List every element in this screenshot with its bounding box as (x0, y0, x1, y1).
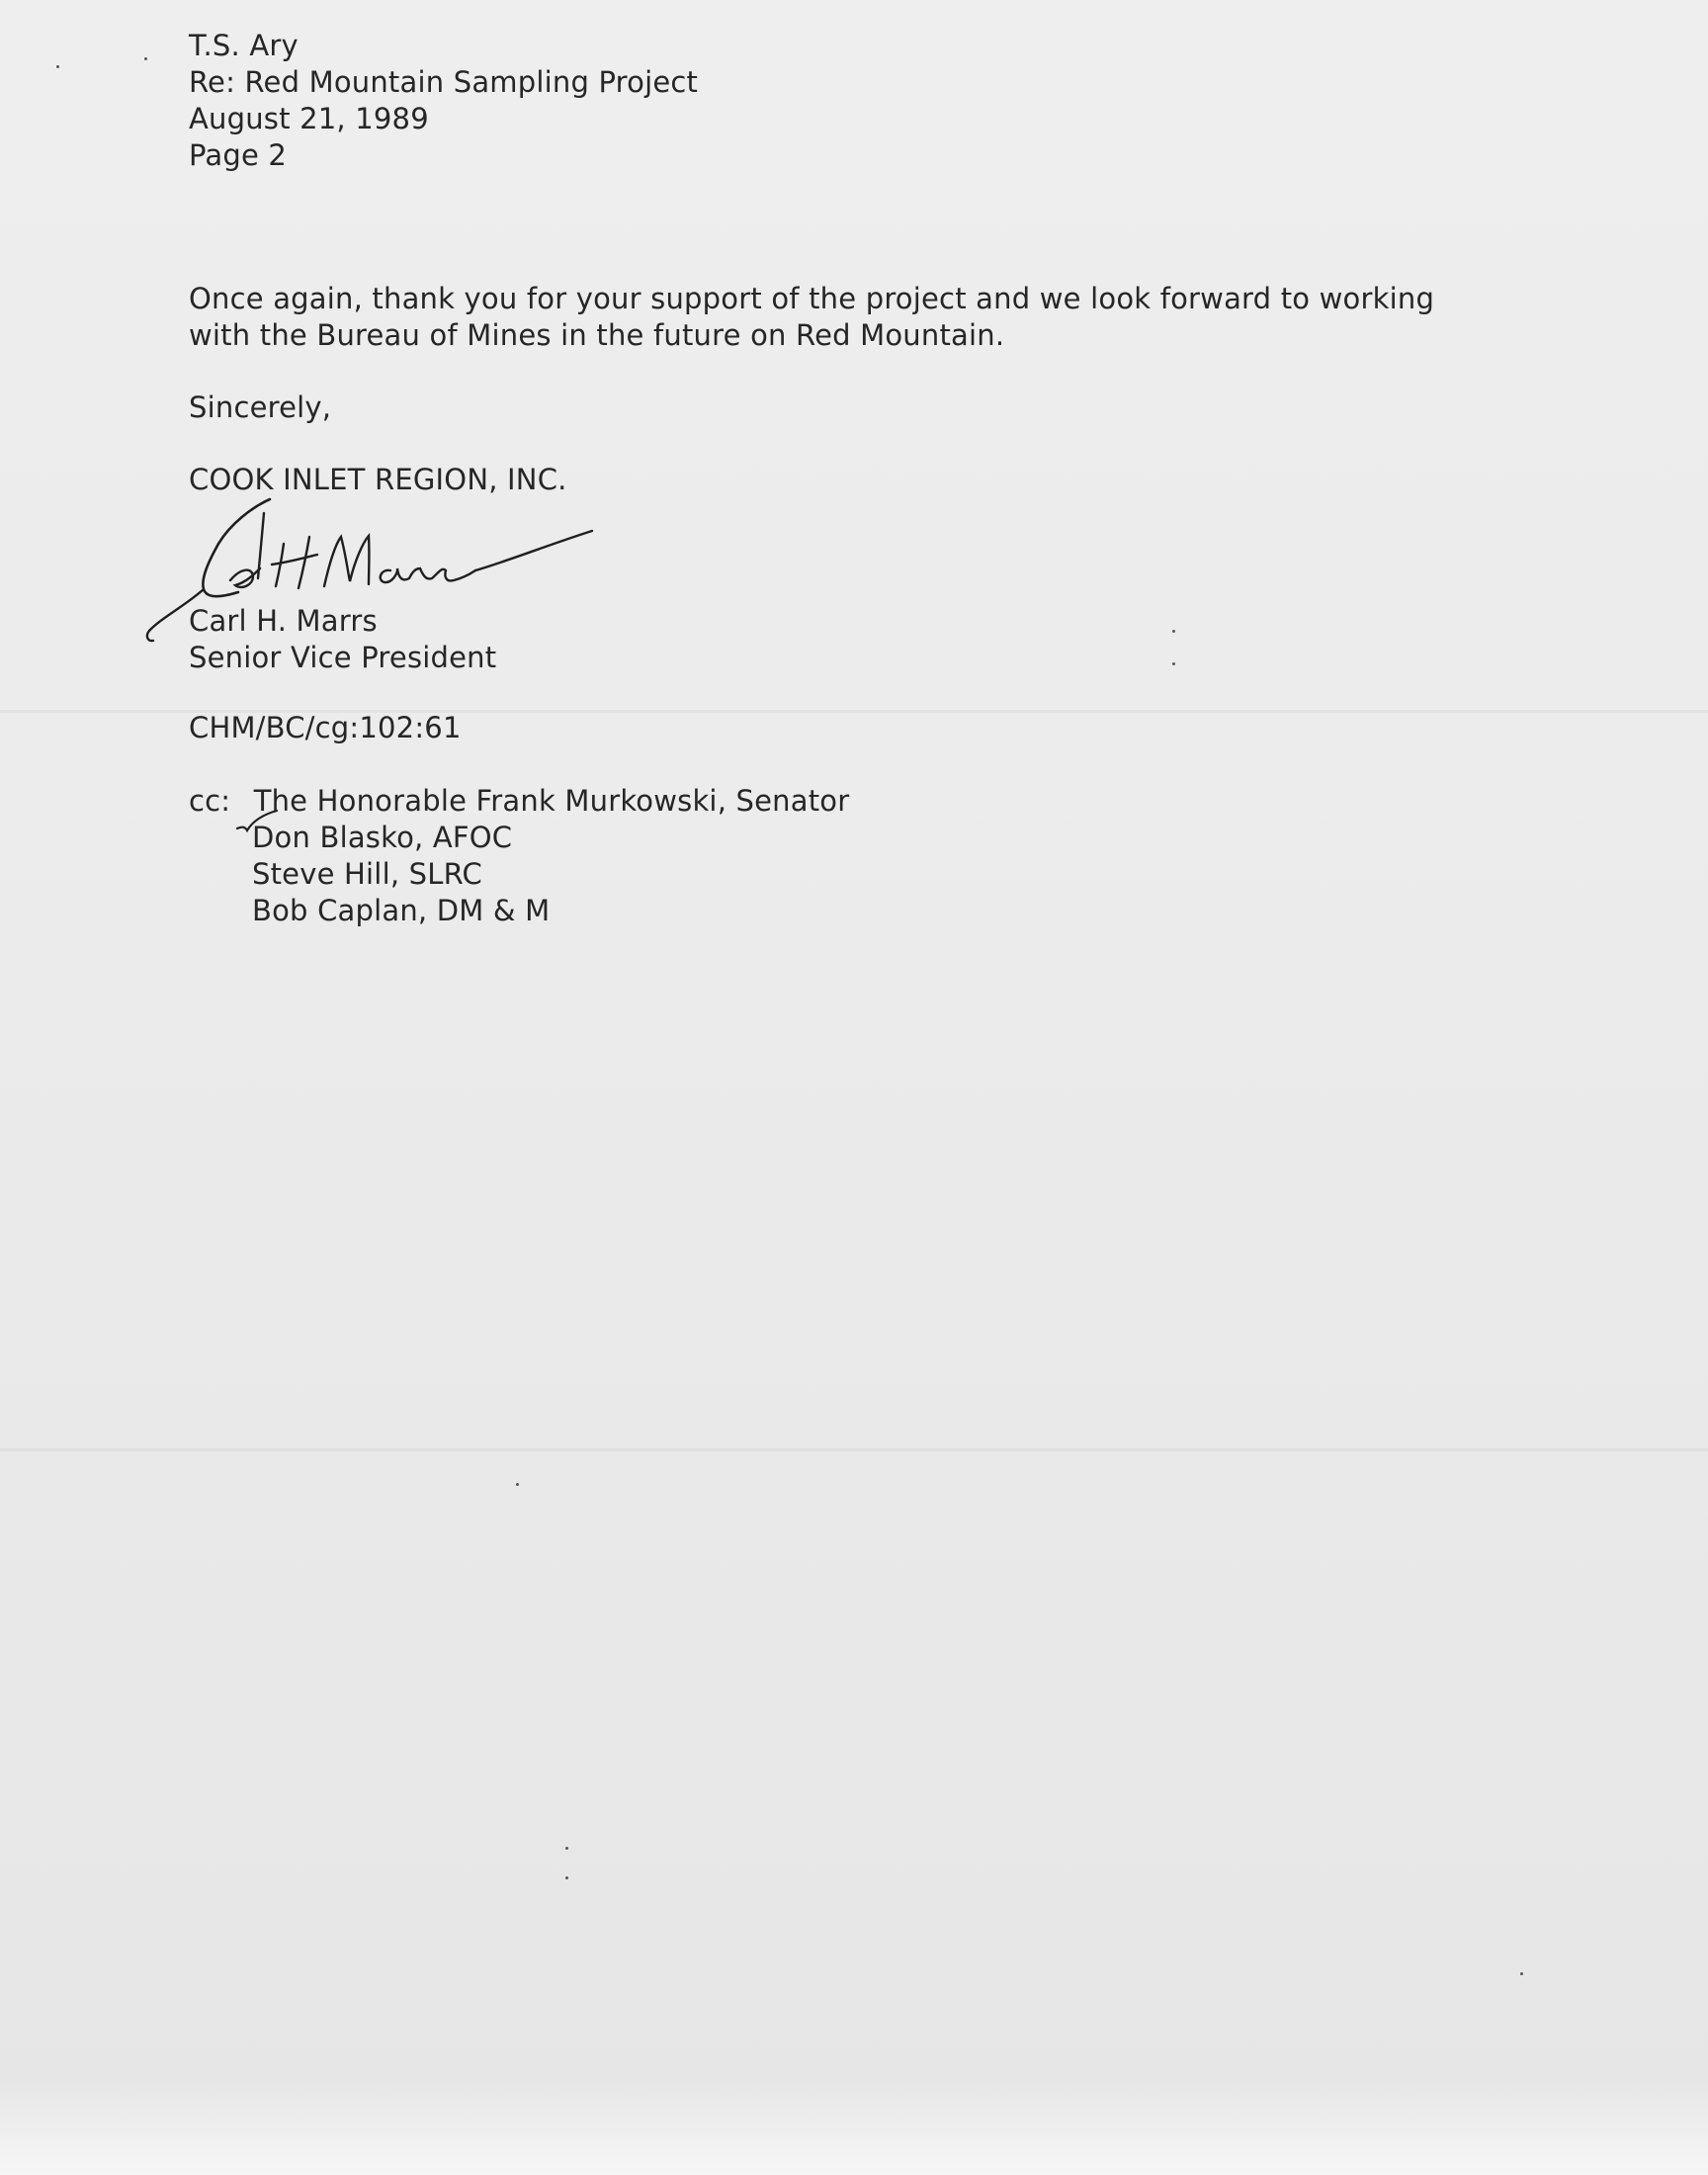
reference-initials: CHM/BC/cg:102:61 (189, 711, 462, 744)
paper-speck (565, 1847, 568, 1850)
paper-speck (565, 1876, 568, 1879)
paper-speck (1520, 1972, 1523, 1975)
paper-speck (1172, 630, 1175, 633)
check-mark-icon (235, 809, 279, 836)
cc-recipient: The Honorable Frank Murkowski, Senator (253, 784, 850, 818)
cc-recipient: Steve Hill, SLRC (252, 857, 482, 891)
signer-name: Carl H. Marrs (189, 604, 378, 638)
recipient-line: T.S. Ary (189, 29, 299, 62)
body-line: with the Bureau of Mines in the future on Red Mountain. (189, 318, 1005, 352)
body-line: Once again, thank you for your support of the project and we look forward to working (189, 282, 1435, 315)
letter-header (189, 28, 698, 174)
cc-recipient: Don Blasko, AFOC (252, 821, 513, 854)
letter-body (189, 281, 1434, 354)
paper-edge (0, 2081, 1708, 2175)
date-line: August 21, 1989 (189, 102, 429, 135)
subject-line: Re: Red Mountain Sampling Project (189, 65, 699, 99)
cc-recipient: Bob Caplan, DM & M (252, 894, 551, 927)
paper-speck (1172, 662, 1175, 665)
signature-block (189, 603, 496, 676)
page-number: Page 2 (189, 138, 288, 172)
signer-title: Senior Vice President (189, 641, 497, 674)
cc-additional-recipients (252, 820, 550, 929)
company-name: COOK INLET REGION, INC. (189, 463, 567, 496)
paper-fold (0, 1448, 1708, 1451)
closing-salutation: Sincerely, (189, 391, 332, 424)
cc-label: cc: (189, 784, 231, 818)
cc-first-line (189, 783, 849, 820)
cc-list (189, 783, 850, 927)
paper-speck (516, 1483, 519, 1486)
paper-speck (144, 57, 147, 60)
paper-speck (56, 65, 59, 68)
